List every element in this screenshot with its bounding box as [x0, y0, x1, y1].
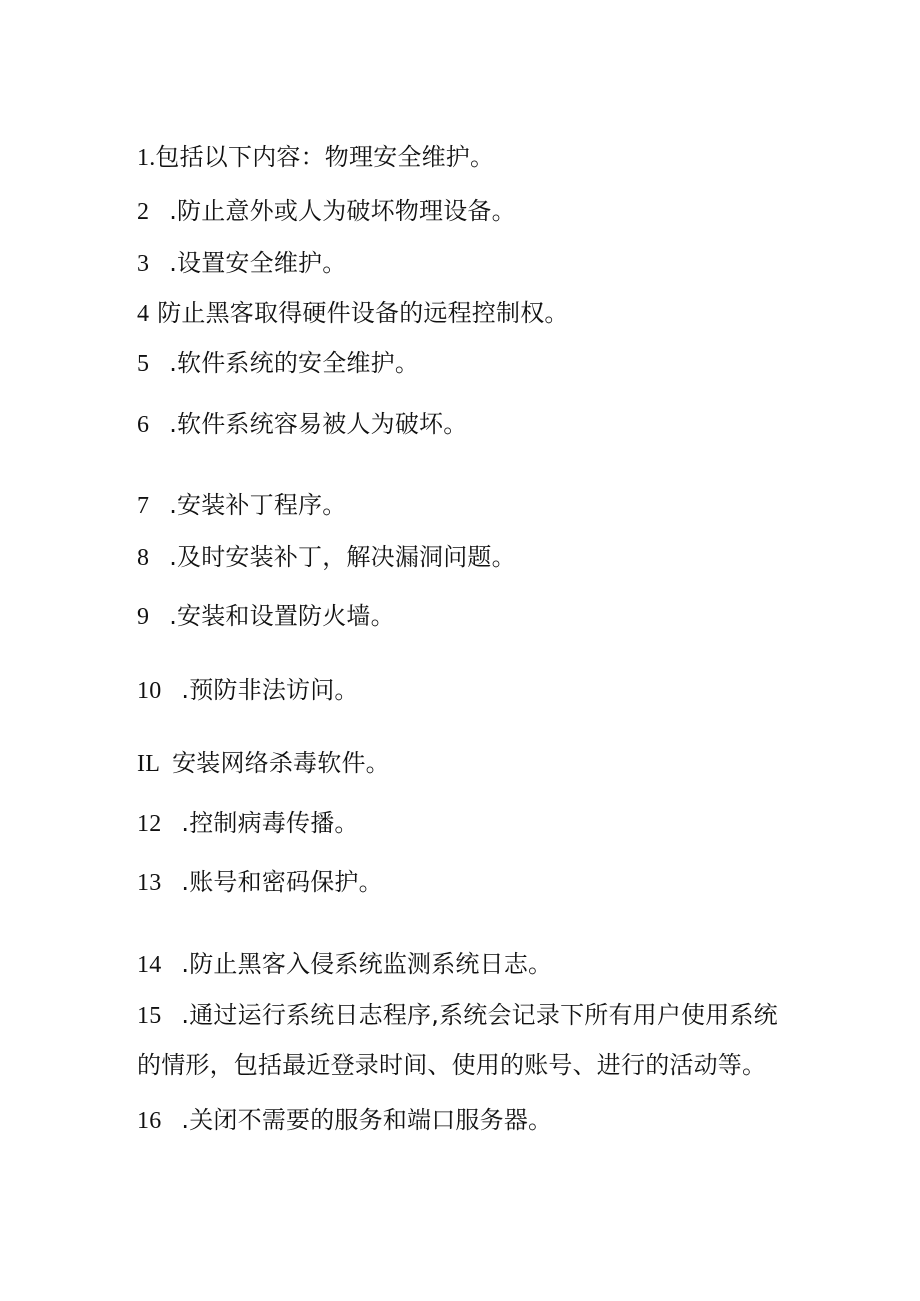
item-text: .控制病毒传播。: [181, 809, 359, 837]
item-number: 7: [137, 493, 150, 519]
item-text: .账号和密码保护。: [181, 868, 383, 896]
list-item: [137, 298, 569, 329]
list-item: [137, 348, 419, 379]
item-text: .安装补丁程序。: [169, 491, 347, 519]
list-item: [137, 1000, 778, 1031]
item-text: 安装网络杀毒软件。: [172, 749, 390, 777]
list-item: [137, 601, 395, 632]
item-text: 的情形，包括最近登录时间、使用的账号、进行的活动等。: [137, 1051, 767, 1079]
list-item: [137, 748, 390, 779]
item-number: 14: [137, 952, 162, 978]
item-text: .设置安全维护。: [169, 249, 347, 277]
item-text: .安装和设置防火墙。: [169, 602, 395, 630]
item-text: .软件系统容易被人为破坏。: [169, 410, 468, 438]
list-item: [137, 490, 346, 521]
list-item: [137, 542, 516, 573]
item-number: 6: [137, 412, 150, 438]
list-item: [137, 142, 494, 173]
list-item: [137, 196, 516, 227]
item-text: 防止黑客取得硬件设备的远程控制权。: [157, 299, 569, 327]
list-item: [137, 248, 346, 279]
item-number: 9: [137, 604, 150, 630]
list-item: [137, 808, 359, 839]
item-text: .关闭不需要的服务和端口服务器。: [181, 1106, 553, 1134]
item-text: .及时安装补丁，解决漏洞问题。: [169, 543, 516, 571]
list-item: [137, 409, 467, 440]
item-text: 包括以下内容：物理安全维护。: [155, 143, 495, 171]
item-text: .防止意外或人为破坏物理设备。: [169, 197, 516, 225]
item-text: .软件系统的安全维护。: [169, 349, 420, 377]
item-text: .预防非法访问。: [181, 676, 359, 704]
item-number: 12: [137, 811, 162, 837]
list-item: [137, 675, 359, 706]
list-item: [137, 1105, 552, 1136]
item-number: 16: [137, 1108, 162, 1134]
item-number: 5: [137, 351, 150, 377]
item-number: 3: [137, 251, 150, 277]
item-text: .防止黑客入侵系统监测系统日志。: [181, 950, 553, 978]
item-number: 1.: [137, 145, 156, 171]
item-text: .通过运行系统日志程序,系统会记录下所有用户使用系统: [181, 1001, 778, 1029]
list-item: [137, 867, 383, 898]
item-number: 15: [137, 1003, 162, 1029]
list-item: [137, 949, 552, 980]
item-number: 13: [137, 870, 162, 896]
item-number: 8: [137, 545, 150, 571]
item-number: 4: [137, 301, 150, 327]
item-number: IL: [137, 751, 161, 777]
item-number: 10: [137, 678, 162, 704]
item-number: 2: [137, 199, 150, 225]
list-item-continuation: [137, 1050, 766, 1080]
